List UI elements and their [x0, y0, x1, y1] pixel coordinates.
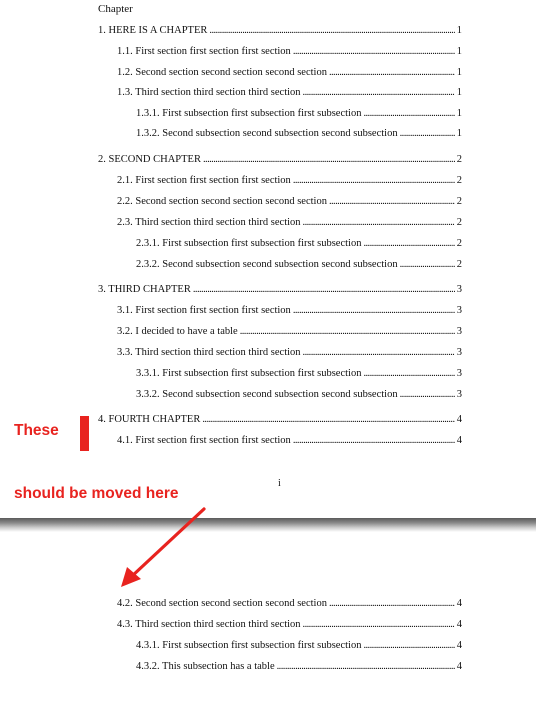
toc-title: Chapter	[98, 3, 133, 15]
toc-entry-page: 1	[456, 46, 462, 57]
toc-entry-page: 2	[456, 259, 462, 270]
toc-entry-label: 4. FOURTH CHAPTER	[98, 414, 201, 425]
toc-entry-label: 4.3.2. This subsection has a table	[136, 661, 275, 672]
toc-entry-page: 2	[456, 238, 462, 249]
toc-entry-page: 1	[456, 108, 462, 119]
toc-entry-label: 2.3.2. Second subsection second subsection second subsection	[136, 259, 398, 270]
toc-entry-label: 3.3. Third section third section third section	[117, 347, 301, 358]
toc-entry-label: 3.3.2. Second subsection second subsection second subsection	[136, 389, 398, 400]
toc-entry-label: 4.3. Third section third section third section	[117, 619, 301, 630]
annotation-moved-here: should be moved here	[14, 485, 179, 502]
toc-entry-page: 3	[456, 389, 462, 400]
toc-entry-page: 2	[456, 217, 462, 228]
toc-entry-label: 1.1. First section first section first section	[117, 46, 291, 57]
toc-entry-label: 4.3.1. First subsection first subsection first subsection	[136, 640, 362, 651]
page-number: i	[278, 478, 281, 489]
toc-entry-page: 4	[456, 414, 462, 425]
toc-entry-page: 2	[456, 154, 462, 165]
toc-entry-page: 3	[456, 284, 462, 295]
toc-entry-page: 3	[456, 326, 462, 337]
toc-entry-label: 2.2. Second section second section second section	[117, 196, 327, 207]
toc-entry-page: 4	[456, 435, 462, 446]
toc-entry-label: 2.3.1. First subsection first subsection first subsection	[136, 238, 362, 249]
toc-entry-page: 3	[456, 305, 462, 316]
toc-entry-label: 1.3. Third section third section third section	[117, 87, 301, 98]
toc-entry-page: 4	[456, 640, 462, 651]
toc-entry-label: 2.3. Third section third section third section	[117, 217, 301, 228]
toc-entry-label: 3. THIRD CHAPTER	[98, 284, 191, 295]
toc-entry-page: 3	[456, 347, 462, 358]
toc-entry-label: 1.3.1. First subsection first subsection first subsection	[136, 108, 362, 119]
toc-entry-label: 3.1. First section first section first section	[117, 305, 291, 316]
toc-entry-page: 1	[456, 67, 462, 78]
toc-entry-label: 1.2. Second section second section second section	[117, 67, 327, 78]
toc-entry-page: 1	[456, 25, 462, 36]
toc-entry-label: 1. HERE IS A CHAPTER	[98, 25, 208, 36]
toc-entry-label: 4.2. Second section second section second section	[117, 598, 327, 609]
toc-entry-page: 4	[456, 598, 462, 609]
toc-entry-page: 4	[456, 619, 462, 630]
toc-entry-page: 1	[456, 87, 462, 98]
toc-entry-page: 4	[456, 661, 462, 672]
toc-entry-label: 3.2. I decided to have a table	[117, 326, 238, 337]
toc-entry-label: 3.3.1. First subsection first subsection first subsection	[136, 368, 362, 379]
toc-entry-page: 2	[456, 196, 462, 207]
toc-entry-page: 1	[456, 128, 462, 139]
toc-entry-label: 2. SECOND CHAPTER	[98, 154, 201, 165]
toc-entry-page: 2	[456, 175, 462, 186]
toc-entry-label: 4.1. First section first section first section	[117, 435, 291, 446]
annotation-these: These	[14, 422, 59, 439]
toc-entry-page: 3	[456, 368, 462, 379]
toc-entry-label: 1.3.2. Second subsection second subsection second subsection	[136, 128, 398, 139]
toc-entry-label: 2.1. First section first section first section	[117, 175, 291, 186]
